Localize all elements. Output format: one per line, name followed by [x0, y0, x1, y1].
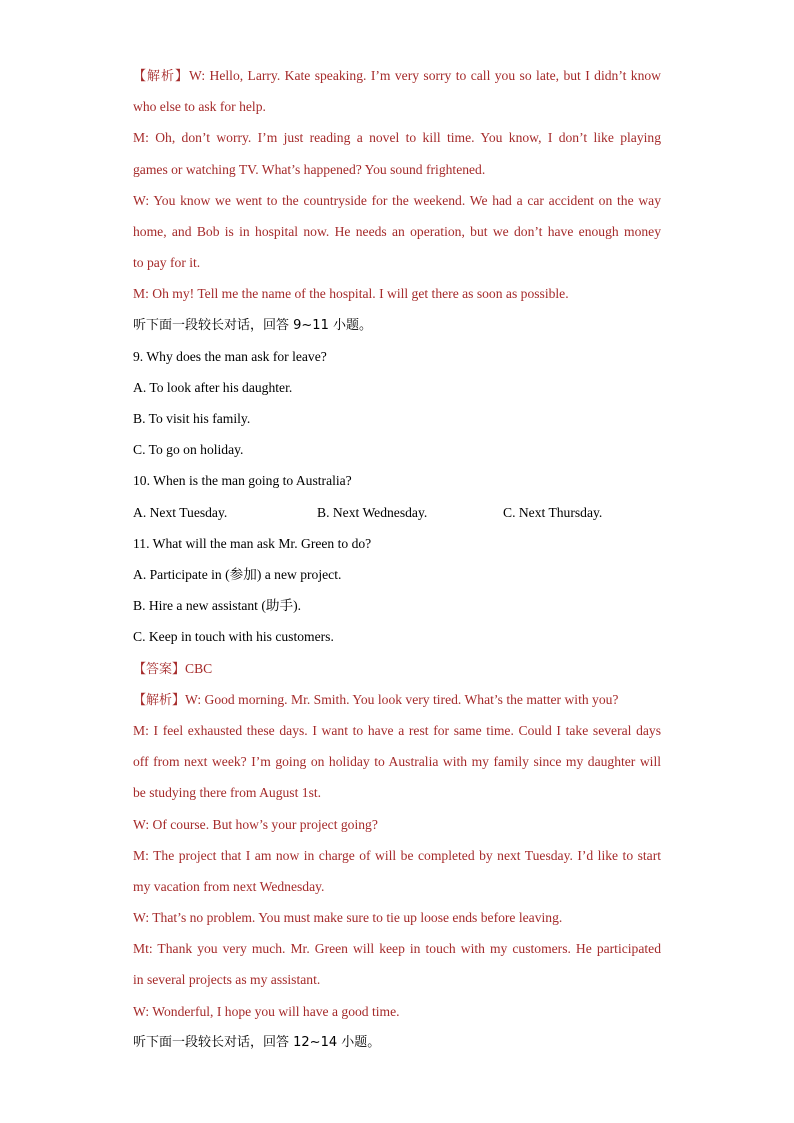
q9-stem: 9. Why does the man ask for leave?: [133, 348, 327, 364]
passage2-line-8: W: That’s no problem. You must make sure to tie up loose ends before leaving.: [133, 910, 563, 926]
q9-option-b: B. To visit his family.: [133, 411, 251, 427]
passage2-line-7: my vacation from next Wednesday.: [133, 878, 325, 894]
passage1-line-2: who else to ask for help.: [133, 99, 266, 115]
q9-option-c: C. To go on holiday.: [133, 442, 244, 458]
q11-option-c: C. Keep in touch with his customers.: [133, 629, 334, 645]
q11-option-a: A. Participate in (参加) a new project.: [133, 567, 342, 582]
passage1-line-8: M: Oh my! Tell me the name of the hospital. I will get there as soon as possible.: [133, 286, 569, 302]
passage1-line-1: 【解析】W: Hello, Larry. Kate speaking. I’m very sorry to call you so late, but I didn’t know: [133, 68, 661, 84]
q11-option-b: B. Hire a new assistant (助手).: [133, 598, 301, 614]
answer-line: [133, 653, 661, 684]
passage1-line-6: home, and Bob is in hospital now. He needs an operation, but we don’t have enough money: [133, 223, 661, 239]
analysis-tag-2: 【解析】: [133, 692, 186, 708]
passage1-line-3: M: Oh, don’t worry. I’m just reading a novel to kill time. You know, I don’t like playing: [133, 130, 661, 146]
q10-option-c: C. Next Thursday.: [503, 504, 603, 520]
answer-value: CBC: [185, 660, 213, 676]
passage2-line-3: off from next week? I’m going on holiday to Australia with my family since my daughter will: [133, 754, 661, 770]
passage2-line-9: Mt: Thank you very much. Mr. Green will keep in touch with my customers. He participated: [133, 941, 661, 957]
document-page: [133, 60, 661, 1058]
passage2-line-2: M: I feel exhausted these days. I want to have a rest for same time. Could I take several days: [133, 722, 661, 738]
instruction-9-11: 听下面一段较长对话，回答 9~11 小题。: [133, 317, 372, 333]
q9-option-a: A. To look after his daughter.: [133, 379, 293, 395]
passage1-line-7: to pay for it.: [133, 255, 201, 271]
q10-stem: 10. When is the man going to Australia?: [133, 473, 352, 489]
instruction-12-14: 听下面一段较长对话，回答 12~14 小题。: [133, 1034, 381, 1050]
q10-option-a: A. Next Tuesday.: [133, 504, 228, 520]
answer-tag: 【答案】: [133, 661, 186, 677]
q10-option-b: B. Next Wednesday.: [317, 504, 428, 520]
passage2-line-1: 【解析】W: Good morning. Mr. Smith. You look very tired. What’s the matter with you?: [133, 691, 619, 708]
analysis-tag: 【解析】: [133, 69, 190, 84]
q10-options: [133, 497, 661, 528]
passage2-line-4: be studying there from August 1st.: [133, 785, 322, 801]
passage2-line-10: in several projects as my assistant.: [133, 972, 321, 988]
passage2-line-11: W: Wonderful, I hope you will have a good time.: [133, 1003, 400, 1019]
passage2-line-5: W: Of course. But how’s your project going?: [133, 816, 378, 832]
passage1-line-5: W: You know we went to the countryside for the weekend. We had a car accident on the way: [133, 192, 661, 208]
passage2-line-6: M: The project that I am now in charge of will be completed by next Tuesday. I’d like to start: [133, 847, 661, 863]
q11-stem: 11. What will the man ask Mr. Green to do?: [133, 535, 372, 551]
passage1-line-4: games or watching TV. What’s happened? You sound frightened.: [133, 161, 486, 177]
